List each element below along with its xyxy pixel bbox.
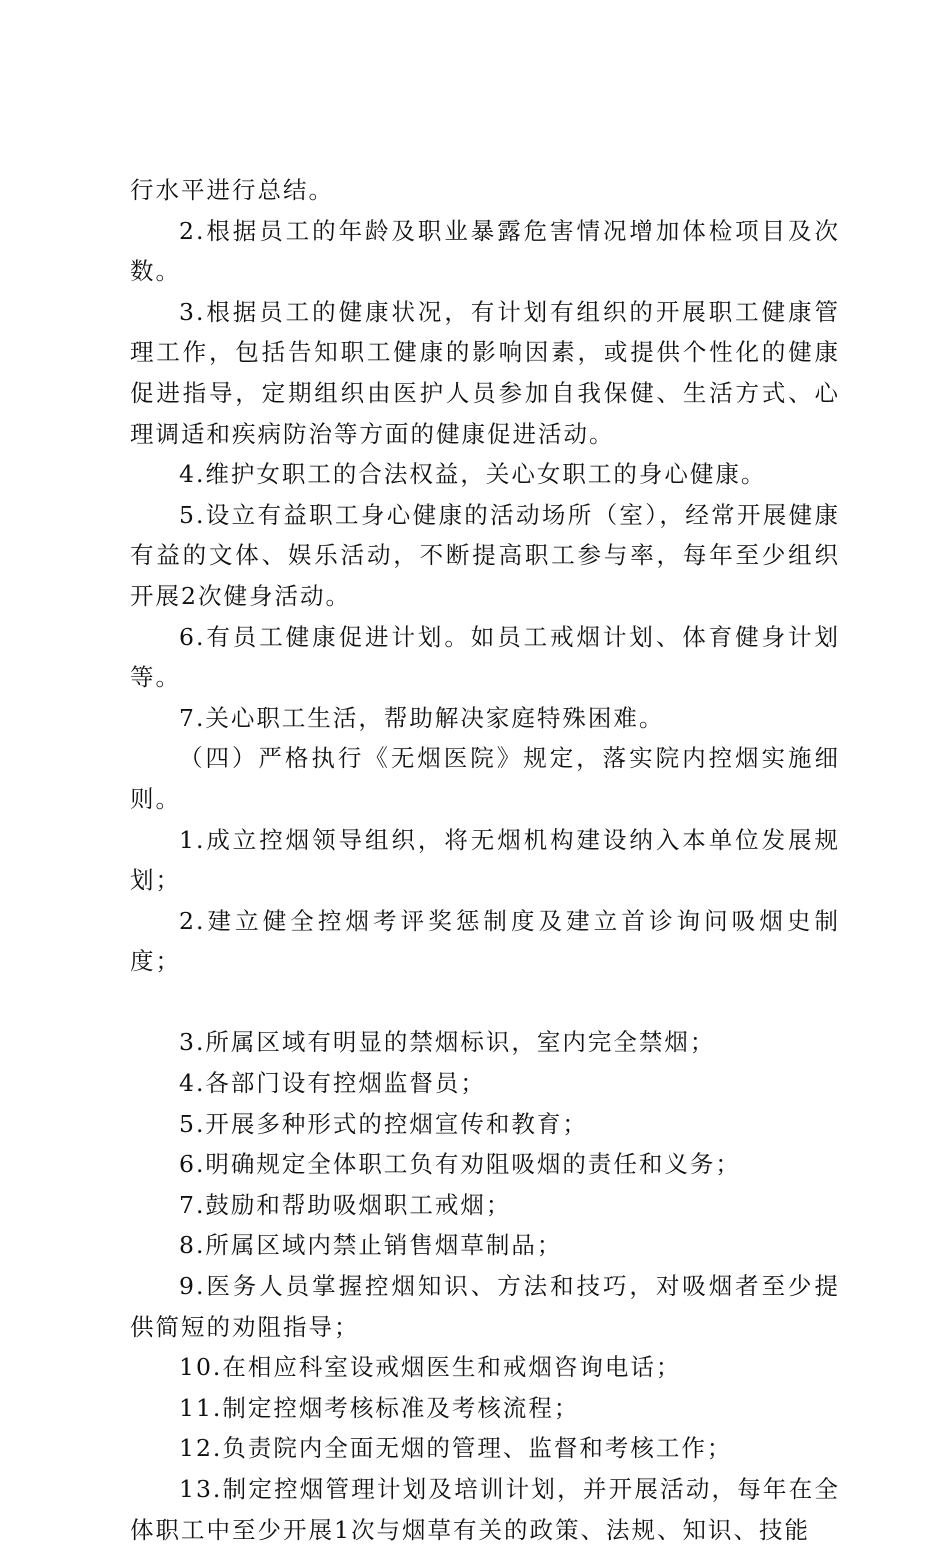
paragraph-continuation: 行水平进行总结。 [130,176,334,204]
blank-line [130,982,840,1023]
paragraph-smoke-item-6: 6.明确规定全体职工负有劝阻吸烟的责任和义务； [179,1150,741,1179]
section-heading-4-smoke-free: （四）严格执行《无烟医院》规定，落实院内控烟实施细则。 [130,744,840,813]
paragraph-item-2-exam: 2.根据员工的年龄及职业暴露危害情况增加体检项目及次数。 [130,216,840,286]
document-body [130,170,840,1550]
paragraph-smoke-item-7: 7.鼓励和帮助吸烟职工戒烟； [179,1190,512,1219]
paragraph-item-4-female-staff: 4.维护女职工的合法权益，关心女职工的身心健康。 [179,460,767,489]
paragraph-smoke-item-2: 2.建立健全控烟考评奖惩制度及建立首诊询问吸烟史制度； [130,906,840,976]
paragraph-smoke-item-8: 8.所属区域内禁止销售烟草制品； [179,1231,563,1260]
paragraph-smoke-item-12: 12.负责院内全面无烟的管理、监督和考核工作； [179,1434,733,1463]
paragraph-item-5-activity-venue: 5.设立有益职工身心健康的活动场所（室），经常开展健康有益的文体、娱乐活动，不断提高职工参与率，每年至少组织开展2次健身活动。 [130,500,840,610]
paragraph-item-6-health-plan: 6.有员工健康促进计划。如员工戒烟计划、体育健身计划等。 [130,622,840,692]
paragraph-smoke-item-9: 9.医务人员掌握控烟知识、方法和技巧，对吸烟者至少提供简短的劝阻指导； [130,1272,840,1341]
paragraph-smoke-item-11: 11.制定控烟考核标准及考核流程； [179,1393,580,1422]
paragraph-item-3-health-management: 3.根据员工的健康状况，有计划有组织的开展职工健康管理工作，包括告知职工健康的影响因素，或提供个性化的健康促进指导，定期组织由医护人员参加自我保健、生活方式、心理调适和疾病防治等方面的健康促进活动。 [130,297,840,448]
paragraph-smoke-item-10: 10.在相应科室设戒烟医生和戒烟咨询电话； [179,1353,682,1382]
paragraph-smoke-item-13: 13.制定控烟管理计划及培训计划，并开展活动，每年在全体职工中至少开展1次与烟草有关的政策、法规、知识、技能 [130,1475,840,1544]
paragraph-item-7-care: 7.关心职工生活，帮助解决家庭特殊困难。 [179,703,665,732]
paragraph-smoke-item-1: 1.成立控烟领导组织，将无烟机构建设纳入本单位发展规划； [130,825,840,895]
paragraph-smoke-item-5: 5.开展多种形式的控烟宣传和教育； [179,1109,588,1138]
paragraph-smoke-item-4: 4.各部门设有控烟监督员； [179,1069,486,1098]
paragraph-smoke-item-3: 3.所属区域有明显的禁烟标识，室内完全禁烟； [179,1028,716,1057]
